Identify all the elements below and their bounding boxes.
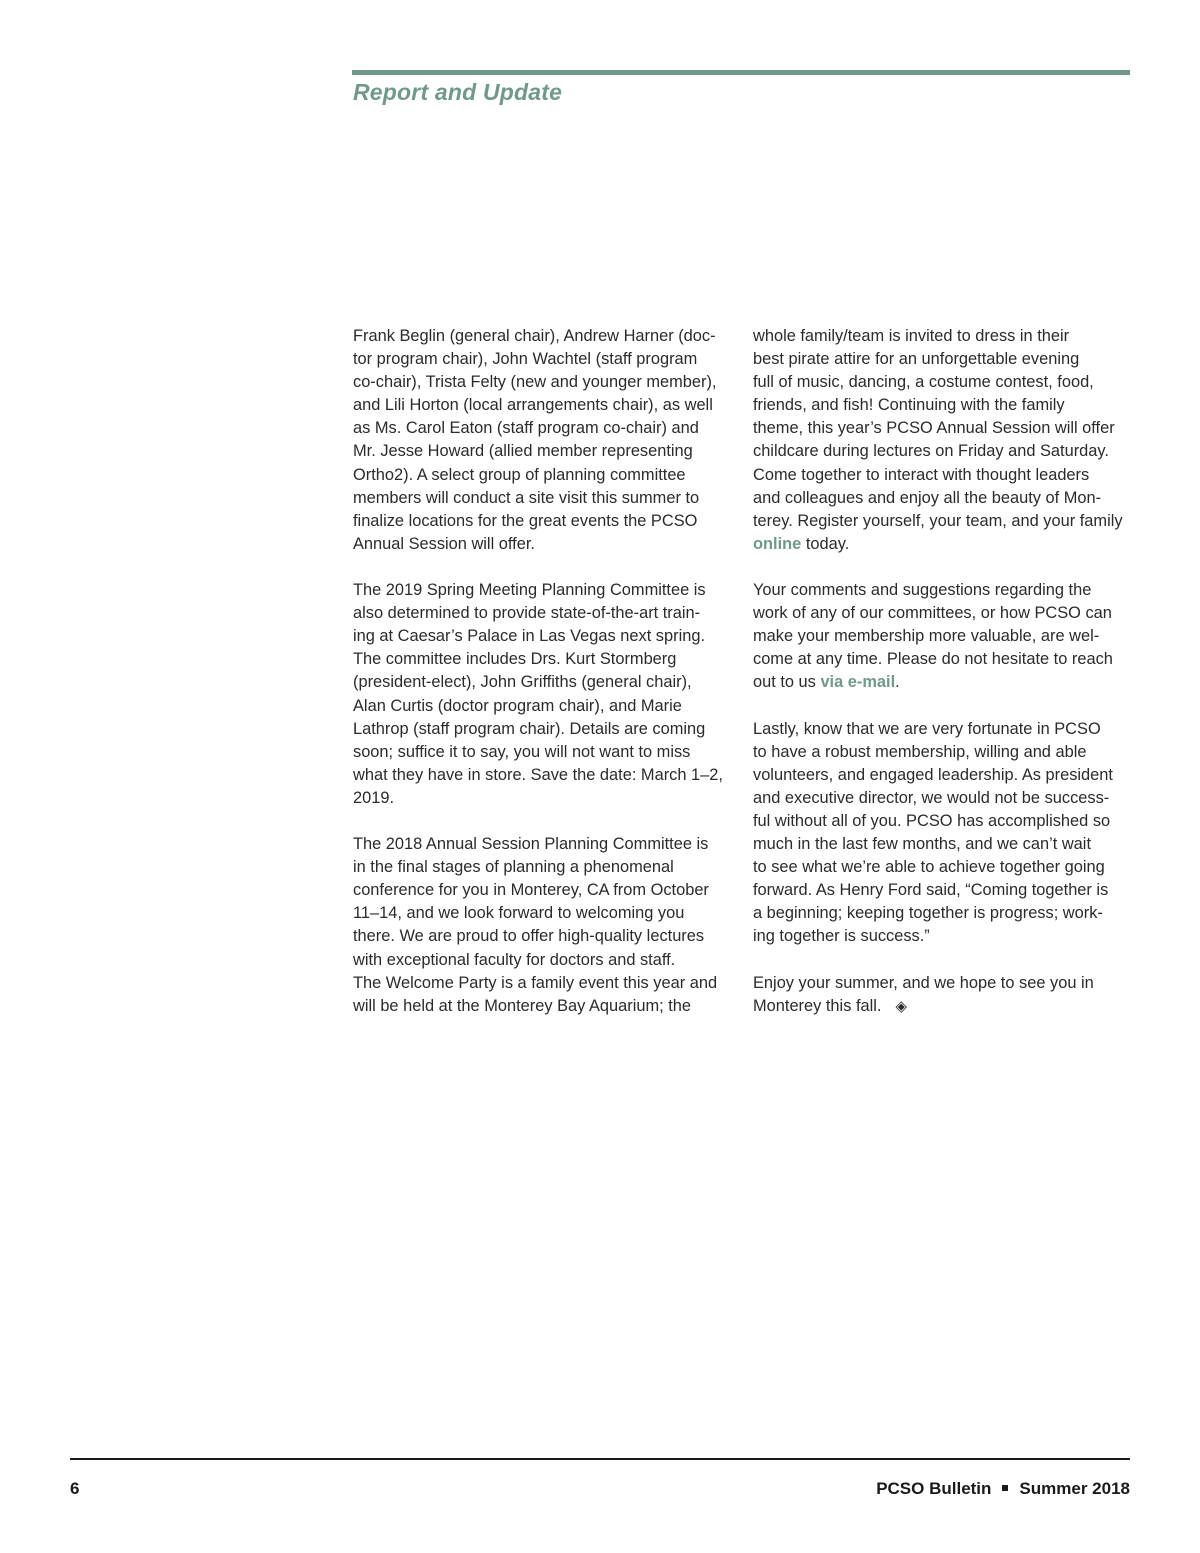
article-column-right bbox=[753, 325, 1133, 1018]
text-line: whole family/team is invited to dress in their bbox=[753, 327, 1070, 345]
text-line: to have a robust membership, willing and able bbox=[753, 742, 1087, 761]
text-line: work of any of our committees, or how PCSO can bbox=[753, 604, 1112, 623]
text-fragment: today. bbox=[801, 534, 850, 553]
text-line: theme, this year’s PCSO Annual Session will offer bbox=[753, 419, 1115, 438]
paragraph-annual-session bbox=[353, 833, 733, 1018]
text-line: Lastly, know that we are very fortunate in PCSO bbox=[753, 719, 1101, 738]
text-line: 2019. bbox=[353, 788, 395, 807]
text-line: a beginning; keeping together is progress; work- bbox=[753, 904, 1103, 923]
text-line: to see what we’re able to achieve together going bbox=[753, 858, 1105, 877]
text-line: also determined to provide state-of-the-art train- bbox=[353, 604, 701, 623]
text-line: and Lili Horton (local arrangements chair), as well bbox=[353, 396, 713, 415]
text-line: conference for you in Monterey, CA from October bbox=[353, 881, 709, 900]
text-line: in the final stages of planning a phenomenal bbox=[353, 858, 674, 877]
text-line: ing at Caesar’s Palace in Las Vegas next spring. bbox=[353, 627, 706, 646]
section-title: Report and Update bbox=[353, 79, 563, 105]
paragraph-gap bbox=[753, 949, 1133, 972]
paragraph-gap bbox=[753, 556, 1133, 579]
text-line: The committee includes Drs. Kurt Stormberg bbox=[353, 650, 677, 669]
text-line: The 2019 Spring Meeting Planning Committee is bbox=[353, 581, 706, 600]
text-line: full of music, dancing, a costume contest, food, bbox=[753, 373, 1094, 392]
paragraph-gap bbox=[753, 695, 1133, 718]
paragraph-welcome-party bbox=[753, 325, 1133, 556]
text-line: and colleagues and enjoy all the beauty of Mon- bbox=[753, 488, 1102, 507]
text-line: Your comments and suggestions regarding the bbox=[753, 581, 1092, 600]
text-line: 11–14, and we look forward to welcoming you bbox=[353, 904, 685, 923]
text-line: soon; suffice it to say, you will not want to miss bbox=[353, 742, 691, 761]
text-line: terey. Register yourself, your team, and your family bbox=[753, 511, 1123, 530]
text-line: come at any time. Please do not hesitate to reach bbox=[753, 650, 1113, 669]
text-line: Come together to interact with thought leaders bbox=[753, 465, 1090, 484]
text-line: will be held at the Monterey Bay Aquarium; the bbox=[353, 996, 692, 1015]
text-line: Ortho2). A select group of planning committee bbox=[353, 465, 686, 484]
text-line: much in the last few months, and we can’t wait bbox=[753, 835, 1091, 854]
issue-label: Summer 2018 bbox=[1019, 1479, 1130, 1498]
text-line: The Welcome Party is a family event this year and bbox=[353, 973, 718, 992]
text-line: tor program chair), John Wachtel (staff program bbox=[353, 350, 698, 369]
text-line: forward. As Henry Ford said, “Coming together is bbox=[753, 881, 1109, 900]
text-line: there. We are proud to offer high-quality lectures bbox=[353, 927, 705, 946]
text-line bbox=[753, 533, 1133, 556]
text-line: volunteers, and engaged leadership. As president bbox=[753, 765, 1113, 784]
text-line: childcare during lectures on Friday and Saturday. bbox=[753, 442, 1109, 461]
page-number: 6 bbox=[70, 1479, 80, 1498]
end-of-article-icon: ◈ bbox=[895, 997, 907, 1015]
text-line: best pirate attire for an unforgettable evening bbox=[753, 350, 1080, 369]
text-line: Frank Beglin (general chair), Andrew Harner (doc- bbox=[353, 327, 716, 345]
text-line: and executive director, we would not be success- bbox=[753, 788, 1110, 807]
paragraph-committee-members bbox=[353, 325, 733, 556]
paragraph-sign-off bbox=[753, 972, 1133, 1018]
publication-name: PCSO Bulletin bbox=[876, 1479, 992, 1498]
text-line: Mr. Jesse Howard (allied member representing bbox=[353, 442, 693, 461]
footer-publication-info bbox=[876, 1479, 1130, 1499]
square-bullet-icon bbox=[1002, 1485, 1008, 1491]
header-rule bbox=[352, 70, 1130, 75]
text-line: Alan Curtis (doctor program chair), and Marie bbox=[353, 696, 682, 715]
paragraph-closing bbox=[753, 718, 1133, 949]
text-fragment: . bbox=[895, 673, 900, 692]
text-line bbox=[753, 995, 1133, 1018]
paragraph-spring-meeting bbox=[353, 579, 733, 810]
text-line: co-chair), Trista Felty (new and younger member), bbox=[353, 373, 717, 392]
footer-rule bbox=[70, 1458, 1130, 1460]
paragraph-gap bbox=[353, 810, 733, 833]
text-line: ing together is success.” bbox=[753, 927, 930, 946]
text-line: Enjoy your summer, and we hope to see you in bbox=[753, 973, 1094, 992]
online-registration-link[interactable]: online bbox=[753, 534, 802, 553]
text-line: members will conduct a site visit this summer to bbox=[353, 488, 700, 507]
text-line: as Ms. Carol Eaton (staff program co-chair) and bbox=[353, 419, 699, 438]
text-line: (president-elect), John Griffiths (general chair), bbox=[353, 673, 692, 692]
text-line: make your membership more valuable, are wel- bbox=[753, 627, 1100, 646]
text-line: with exceptional faculty for doctors and staff. bbox=[353, 950, 676, 969]
paragraph-comments bbox=[753, 579, 1133, 694]
text-line: The 2018 Annual Session Planning Committee is bbox=[353, 835, 709, 854]
text-line: what they have in store. Save the date: March 1–2, bbox=[353, 765, 723, 784]
text-line: ful without all of you. PCSO has accomplished so bbox=[753, 811, 1111, 830]
paragraph-gap bbox=[353, 556, 733, 579]
text-line: friends, and fish! Continuing with the family bbox=[753, 396, 1065, 415]
email-link[interactable]: via e-mail bbox=[820, 673, 896, 692]
text-fragment: out to us bbox=[753, 673, 821, 692]
text-line bbox=[753, 671, 1133, 694]
text-line: Annual Session will offer. bbox=[353, 534, 535, 553]
text-line: Lathrop (staff program chair). Details are coming bbox=[353, 719, 706, 738]
text-fragment: Monterey this fall. bbox=[753, 996, 882, 1015]
text-line: finalize locations for the great events the PCSO bbox=[353, 511, 698, 530]
article-column-left bbox=[353, 325, 733, 1018]
